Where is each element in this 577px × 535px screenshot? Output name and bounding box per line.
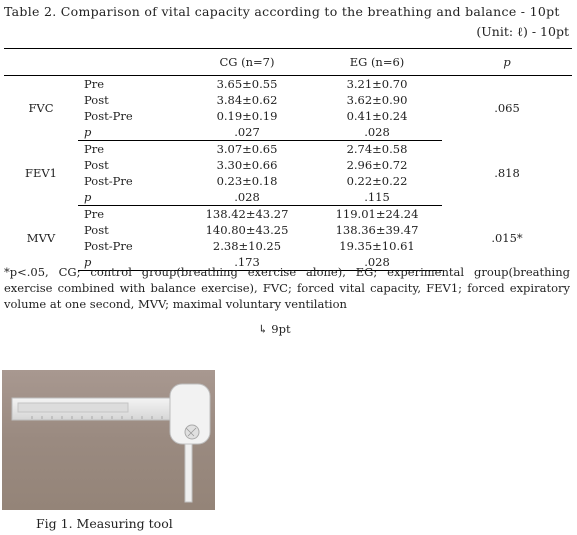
- eg-value: 19.35±10.61: [339, 239, 415, 253]
- cg-value: 138.42±43.27: [205, 207, 289, 221]
- eg-value: .115: [312, 189, 442, 206]
- group-label: MVV: [26, 231, 56, 245]
- table-header-row: [4, 49, 572, 76]
- cg-value: 0.19±0.19: [216, 109, 278, 123]
- row-condition: p: [78, 254, 182, 271]
- header-blank: [4, 49, 182, 76]
- measuring-tool-illustration: [2, 370, 215, 510]
- group-p-value: .015*: [491, 231, 523, 245]
- eg-value: 2.74±0.58: [346, 142, 408, 156]
- eg-value: 2.96±0.72: [346, 158, 408, 172]
- eg-value: 3.62±0.90: [346, 93, 408, 107]
- cg-value: 2.38±10.25: [212, 239, 282, 253]
- row-condition: Post: [84, 158, 109, 172]
- row-condition: Post-Pre: [84, 174, 133, 188]
- eg-value: .028: [312, 124, 442, 141]
- row-condition: p: [78, 189, 182, 206]
- eg-value: 119.01±24.24: [335, 207, 419, 221]
- header-eg: EG (n=6): [312, 49, 442, 76]
- group-label: FVC: [28, 101, 54, 116]
- group-p-value: .065: [494, 101, 520, 116]
- eg-value: 0.22±0.22: [346, 174, 408, 188]
- figure-caption: Fig 1. Measuring tool: [36, 516, 173, 531]
- group-label: FEV1: [25, 166, 57, 180]
- row-condition: Pre: [84, 77, 105, 91]
- format-mark: ↳ 9pt: [258, 322, 291, 336]
- row-condition: Pre: [84, 207, 105, 221]
- cg-value: 0.23±0.18: [216, 174, 278, 188]
- cg-value: .027: [182, 124, 312, 141]
- header-p: p: [442, 49, 572, 76]
- group-p-value: .818: [494, 166, 520, 180]
- row-condition: Post: [84, 93, 109, 107]
- row-condition: Pre: [84, 142, 105, 156]
- cg-value: .028: [182, 189, 312, 206]
- table-footnote: *p<.05, CG; control group(breathing exercise alone), EG; experimental group(breathing exercise combined with balance exercise), FVC; forced vital capacity, FEV1; forced expiratory volume at one second, MVV; maximal voluntary ventilation: [4, 265, 570, 311]
- comparison-table: [4, 48, 572, 271]
- header-cg: CG (n=7): [182, 49, 312, 76]
- cg-value: 3.84±0.62: [216, 93, 278, 107]
- row-condition: Post-Pre: [84, 109, 133, 123]
- row-condition: p: [78, 124, 182, 141]
- table-row: [4, 206, 572, 223]
- table-caption: Table 2. Comparison of vital capacity according to the breathing and balance - 10pt: [4, 4, 560, 19]
- eg-value: 0.41±0.24: [346, 109, 408, 123]
- row-condition: Post: [84, 223, 109, 237]
- eg-value: 3.21±0.70: [346, 77, 408, 91]
- table-row: [4, 141, 572, 158]
- cg-value: .173: [182, 254, 312, 271]
- measuring-tool-photo: [2, 370, 215, 510]
- row-condition: Post-Pre: [84, 239, 133, 253]
- unit-note: (Unit: ℓ) - 10pt: [476, 24, 569, 39]
- table-row: [4, 76, 572, 93]
- cg-value: 3.30±0.66: [216, 158, 278, 172]
- cg-value: 3.07±0.65: [216, 142, 278, 156]
- cg-value: 3.65±0.55: [216, 77, 278, 91]
- eg-value: .028: [312, 254, 442, 271]
- eg-value: 138.36±39.47: [335, 223, 419, 237]
- cg-value: 140.80±43.25: [205, 223, 289, 237]
